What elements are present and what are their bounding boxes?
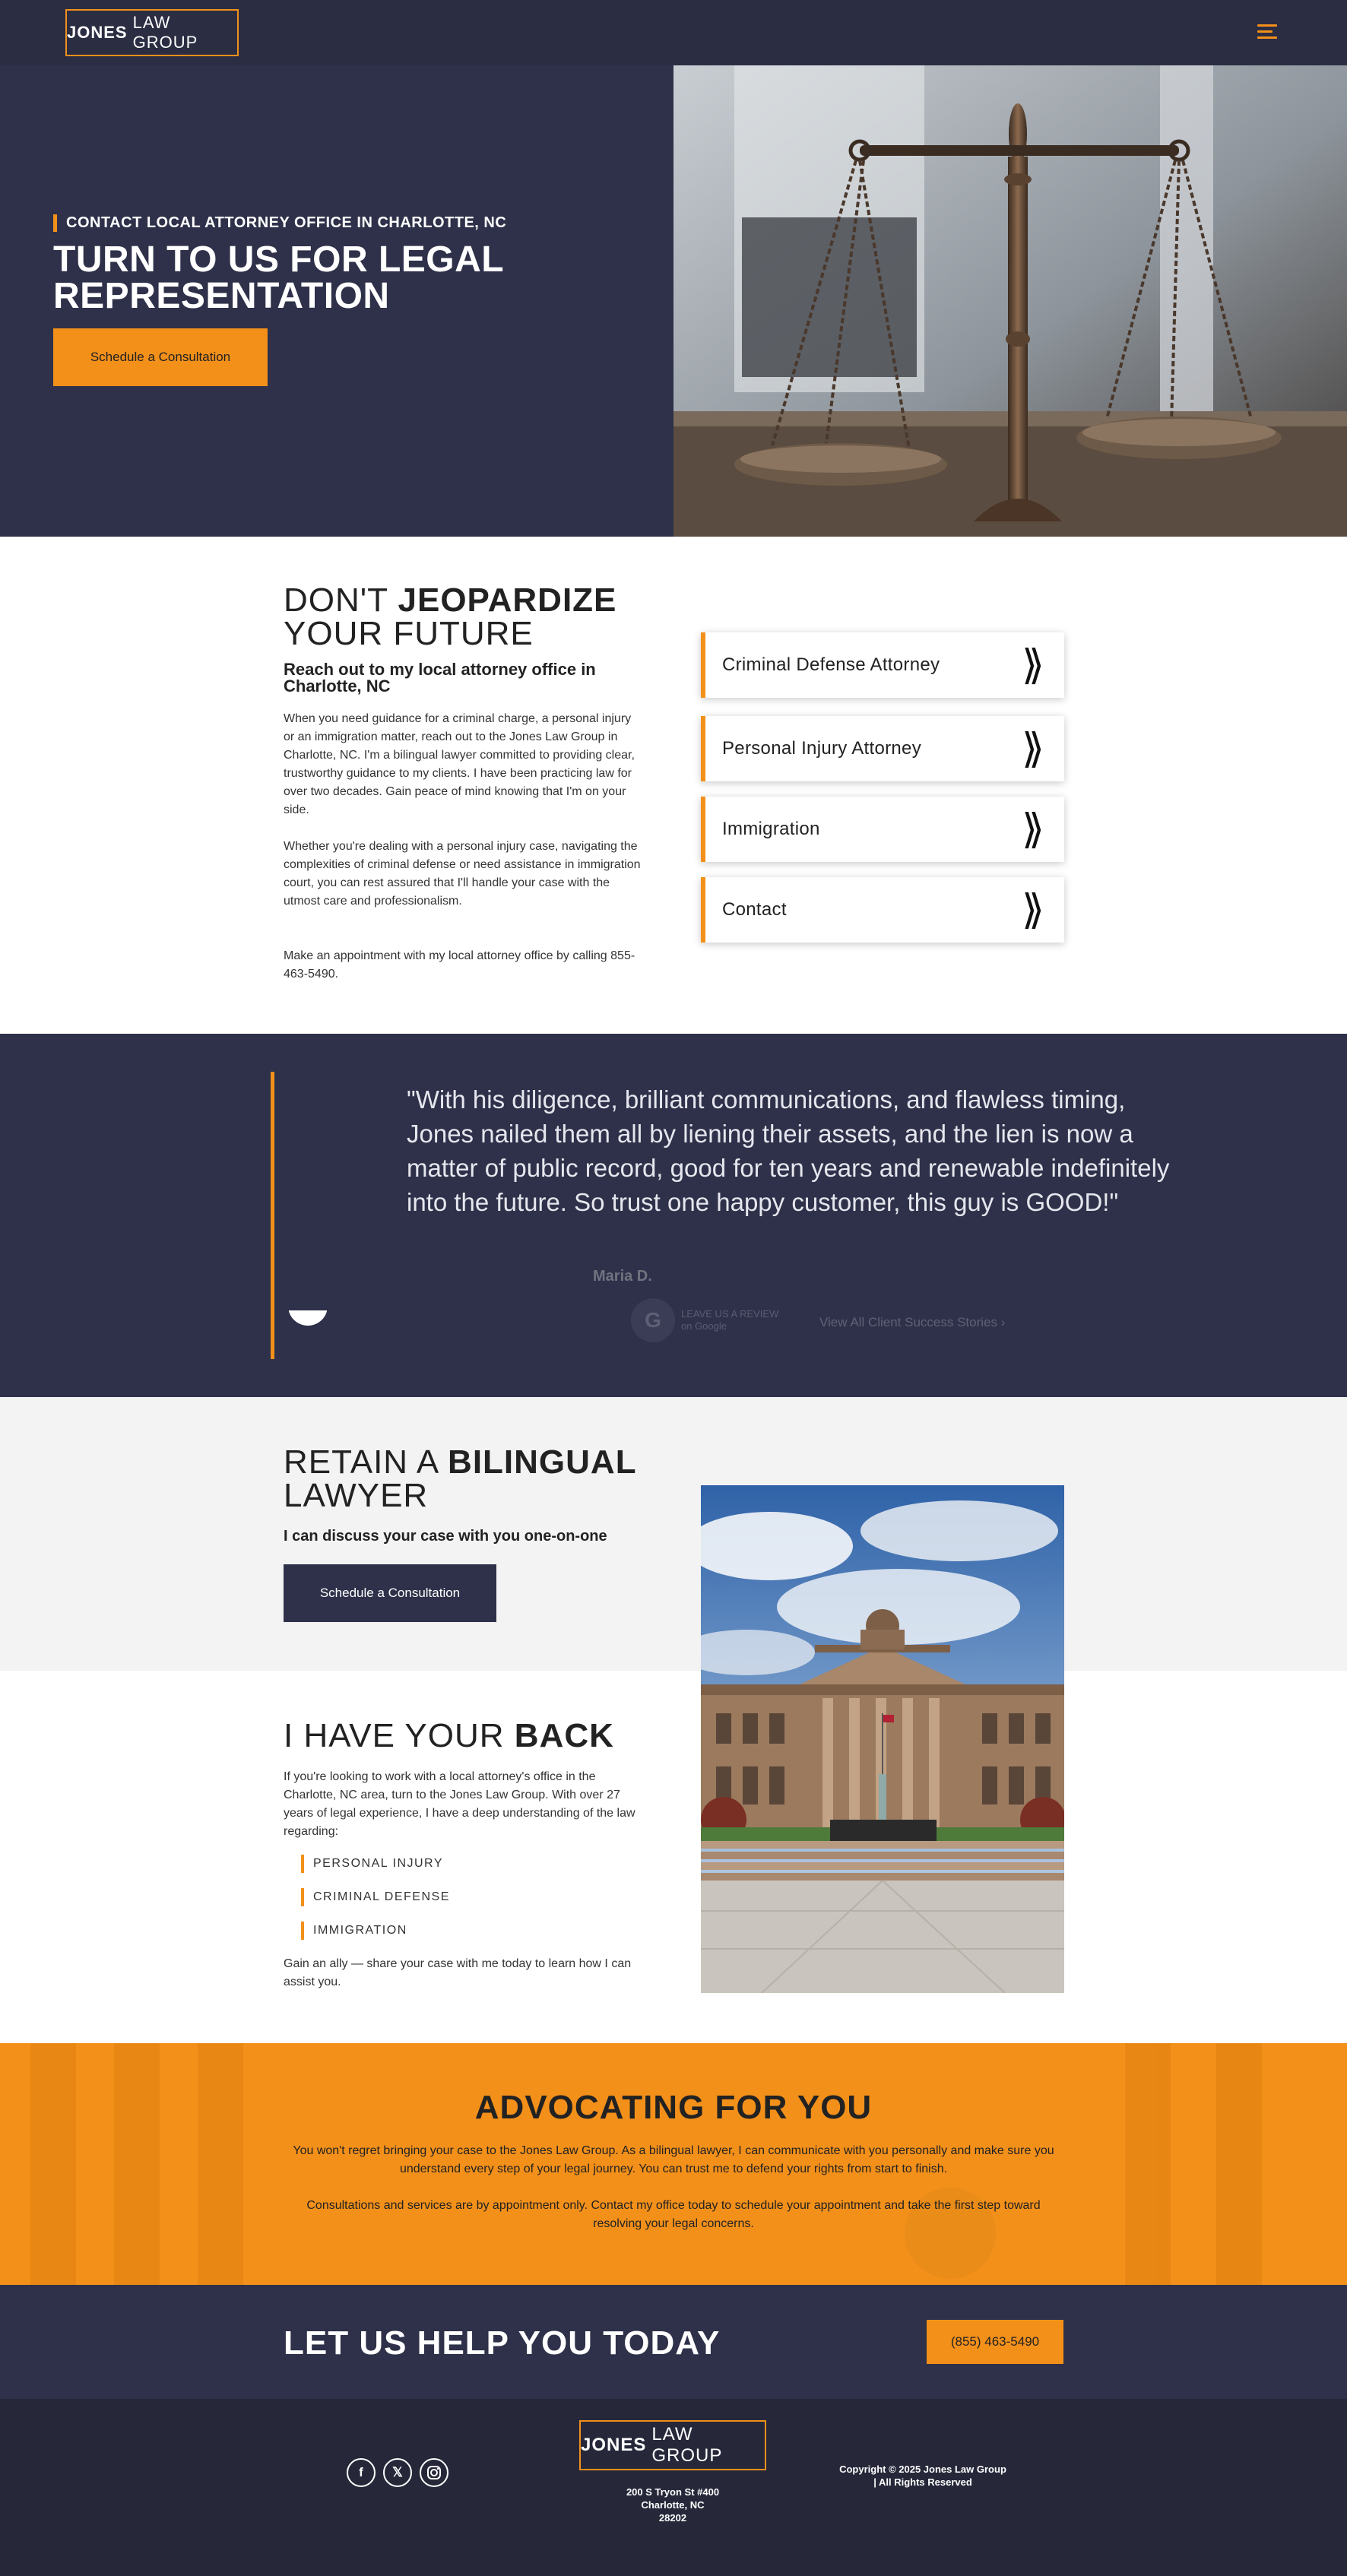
practice-link-criminal-defense[interactable] [701, 632, 1064, 698]
intro-paragraph-3: Make an appointment with my local attorney office by calling 855-463-5490. [284, 949, 635, 981]
intro-heading [284, 581, 617, 652]
intro-heading-bold: JEOPARDIZE [398, 581, 617, 619]
logo-text: LAW GROUP [132, 13, 198, 52]
site-logo[interactable] [65, 9, 239, 56]
social-links [347, 2458, 448, 2487]
google-icon: G [631, 1298, 675, 1342]
logo-bold-text: JONES [67, 23, 128, 42]
cta-heading: LET US HELP YOU TODAY [284, 2324, 721, 2362]
x-icon[interactable]: 𝕏 [383, 2458, 412, 2487]
hero-eyebrow: CONTACT LOCAL ATTORNEY OFFICE IN CHARLOTTE, NC [53, 214, 506, 232]
practice-tag: PERSONAL INJURY [301, 1855, 443, 1873]
hero-title-line2: REPRESENTATION [53, 276, 390, 316]
advocating-paragraph-2: Consultations and services are by appointment only. Contact my office today to schedule your appointment and take the first step toward resolving your legal concerns. [306, 2199, 1041, 2230]
practice-link-label: Criminal Defense Attorney [722, 654, 940, 675]
bilingual-subheading: I can discuss your case with you one-on-one [284, 1528, 607, 1545]
bilingual-schedule-button[interactable]: Schedule a Consultation [284, 1564, 496, 1622]
intro-paragraph-1: When you need guidance for a criminal charge, a personal injury or an immigration matter, reach out to the Jones Law Group in Charlotte, NC. I'm a bilingual lawyer committed to providing clear, trustworthy guidance to my clients. I have been practicing law for over two decades. Gain peace of mind knowing that I'm on your side. [284, 712, 635, 816]
intro-subheading: Reach out to my local attorney office in Charlotte, NC [284, 660, 596, 695]
advocating-section [0, 2043, 1347, 2285]
client-stories-label: View All Client Success Stories [819, 1315, 998, 1329]
practice-link-label: Contact [722, 899, 787, 920]
practice-link-immigration[interactable] [701, 797, 1064, 862]
scales-of-justice-image [674, 65, 1347, 537]
practice-link-personal-injury[interactable] [701, 716, 1064, 781]
advocating-paragraph-1: You won't regret bringing your case to the Jones Law Group. As a bilingual lawyer, I can communicate with you personally and make sure you understand every step of your legal journey. You can trust me to defend your rights from start to finish. [293, 2144, 1054, 2175]
practice-link-contact[interactable] [701, 877, 1064, 943]
back-section [0, 1671, 1347, 2043]
hero-schedule-button[interactable]: Schedule a Consultation [53, 328, 268, 386]
hero-section [0, 65, 1347, 537]
testimonial-quote: "With his diligence, brilliant communications, and flawless timing, Jones nailed them all by liening their assets, and the lien is now a matter of public record, good for ten years and renewable indefinitely into the future. So trust one happy customer, this guy is GOOD!" [407, 1085, 1170, 1216]
quote-mark-icon [289, 1310, 327, 1341]
cta-band [0, 2285, 1347, 2399]
google-badge-line1: LEAVE US A REVIEW [681, 1308, 779, 1320]
facebook-icon[interactable]: f [347, 2458, 376, 2487]
practice-tag: IMMIGRATION [301, 1922, 407, 1940]
testimonial-section [0, 1034, 1347, 1397]
bilingual-heading-line2: LAWYER [284, 1477, 429, 1514]
footer-logo-bold: JONES [581, 2435, 647, 2455]
intro-section [0, 537, 1347, 1034]
advocating-heading-bold: YOU [797, 2089, 873, 2126]
practice-link-label: Immigration [722, 819, 820, 839]
google-review-badge[interactable] [631, 1298, 778, 1342]
back-paragraph-1: If you're looking to work with a local attorney's office in the Charlotte, NC area, turn to the Jones Law Group. With over 27 years of legal experience, I have a deep understanding of the law regarding: [284, 1770, 635, 1838]
site-footer [0, 2399, 1347, 2576]
google-badge-line2: on Google [681, 1320, 727, 1332]
hero-title-rest: FOR LEGAL [290, 239, 505, 280]
double-chevron-right-icon: ⟫ [1021, 806, 1044, 852]
hero-title-bold: TURN TO US [53, 239, 280, 280]
bilingual-heading [284, 1443, 637, 1514]
address-line-2: Charlotte, NC [641, 2499, 705, 2511]
back-heading [284, 1719, 614, 1753]
intro-paragraph-2: Whether you're dealing with a personal injury case, navigating the complexities of criminal defense or need assistance in immigration court, you can rest assured that I'll handle your case with the utmost care and professionalism. [284, 840, 641, 908]
address-line-1: 200 S Tryon St #400 [626, 2486, 720, 2498]
hamburger-menu-icon[interactable] [1257, 24, 1277, 41]
double-chevron-right-icon: ⟫ [1021, 887, 1044, 933]
client-stories-link[interactable] [819, 1315, 1005, 1330]
intro-heading-pre: DON'T [284, 581, 388, 619]
practice-link-label: Personal Injury Attorney [722, 738, 922, 759]
phone-button[interactable]: (855) 463-5490 [927, 2320, 1063, 2364]
footer-logo[interactable] [579, 2420, 766, 2470]
practice-tag: CRIMINAL DEFENSE [301, 1888, 450, 1906]
chevron-right-icon: › [1000, 1315, 1006, 1329]
address-line-3: 28202 [658, 2512, 687, 2524]
instagram-icon[interactable] [420, 2458, 448, 2487]
bilingual-heading-pre: RETAIN A [284, 1443, 438, 1481]
footer-copyright: Copyright © 2025 Jones Law Group | All Rights Reserved [839, 2464, 1006, 2488]
advocating-heading [0, 2089, 1347, 2127]
back-paragraph-2: Gain an ally — share your case with me today to learn how I can assist you. [284, 1957, 632, 1988]
double-chevron-right-icon: ⟫ [1021, 726, 1044, 772]
back-heading-pre: I HAVE YOUR [284, 1717, 505, 1754]
footer-address [579, 2486, 766, 2524]
site-header [0, 0, 1347, 65]
bilingual-section [0, 1397, 1347, 1671]
quote-accent-bar [271, 1072, 274, 1359]
bilingual-heading-bold: BILINGUAL [448, 1443, 637, 1481]
courthouse-image [701, 1485, 1064, 1993]
testimonial-reviewer: Maria D. [593, 1268, 652, 1285]
double-chevron-right-icon: ⟫ [1021, 642, 1044, 688]
advocating-heading-pre: ADVOCATING FOR [474, 2089, 788, 2126]
footer-logo-text: LAW GROUP [651, 2424, 723, 2466]
back-heading-bold: BACK [514, 1717, 614, 1754]
intro-heading-line2: YOUR FUTURE [284, 615, 534, 652]
hero-title [53, 239, 505, 316]
